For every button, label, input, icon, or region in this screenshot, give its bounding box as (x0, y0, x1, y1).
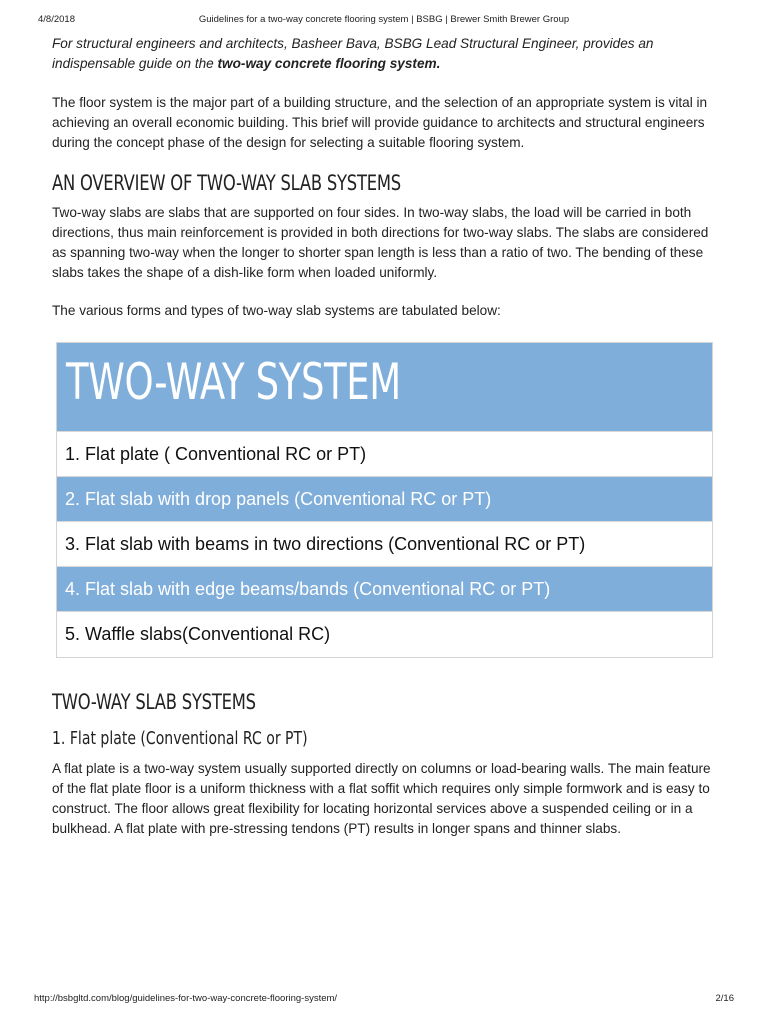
subheading-flat-plate: 1. Flat plate (Conventional RC or PT) (52, 728, 308, 749)
table-row: 3. Flat slab with beams in two directions (Conventional RC or PT) (57, 521, 712, 566)
page-number: 2/16 (715, 993, 734, 1004)
print-title: Guidelines for a two-way concrete flooring system | BSBG | Brewer Smith Brewer Group (198, 14, 570, 25)
paragraph-flat-plate: A flat plate is a two-way system usually supported directly on columns or load-bearing walls. The main feature of the flat plate floor is a uniform thickness with a flat soffit which requires only simple formwork and is easy to construct. The floor allows great flexibility for locating horizontal services above a suspended ceiling or in a bulkhead. A flat plate with pre-stressing tendons (PT) results in longer spans and thinner slabs. (52, 761, 711, 836)
table-row: 4. Flat slab with edge beams/bands (Conventional RC or PT) (57, 566, 712, 611)
table-row: 1. Flat plate ( Conventional RC or PT) (57, 431, 712, 476)
intro-bold-text: two-way concrete flooring system. (217, 56, 441, 71)
footer-url: http://bsbgltd.com/blog/guidelines-for-two-way-concrete-flooring-system/ (34, 993, 338, 1004)
two-way-system-table (56, 342, 713, 658)
article-body-continued (52, 690, 717, 839)
paragraph-table-intro: The various forms and types of two-way slab systems are tabulated below: (52, 303, 501, 318)
table-header (57, 343, 712, 431)
paragraph-floor-system: The floor system is the major part of a building structure, and the selection of an appropriate system is vital in achieving an overall economic building. This brief will provide guidance to architects and structural engineers during the concept phase of the design for selecting a suitable flooring system. (52, 95, 708, 150)
table-title: TWO-WAY SYSTEM (66, 353, 401, 411)
intro-text: For structural engineers and architects, Basheer Bava, BSBG Lead Structural Engineer, provides an indispensable guide on the (52, 36, 654, 71)
print-date: 4/8/2018 (38, 14, 75, 25)
heading-overview: AN OVERVIEW OF TWO-WAY SLAB SYSTEMS (52, 171, 401, 195)
table-row: 5. Waffle slabs(Conventional RC) (57, 611, 712, 656)
table-row: 2. Flat slab with drop panels (Conventional RC or PT) (57, 476, 712, 521)
intro-paragraph (52, 34, 717, 74)
heading-two-way-slab-systems: TWO-WAY SLAB SYSTEMS (52, 690, 256, 714)
paragraph-two-way-slabs: Two-way slabs are slabs that are supported on four sides. In two-way slabs, the load will be carried in both directions, thus main reinforcement is provided in both directions for two-way slabs. The slabs are considered as spanning two-way when the longer to shorter span length is less than a ratio of two. The bending of these slabs takes the shape of a dish-like form when loaded uniformly. (52, 205, 709, 280)
article-body (52, 34, 717, 339)
